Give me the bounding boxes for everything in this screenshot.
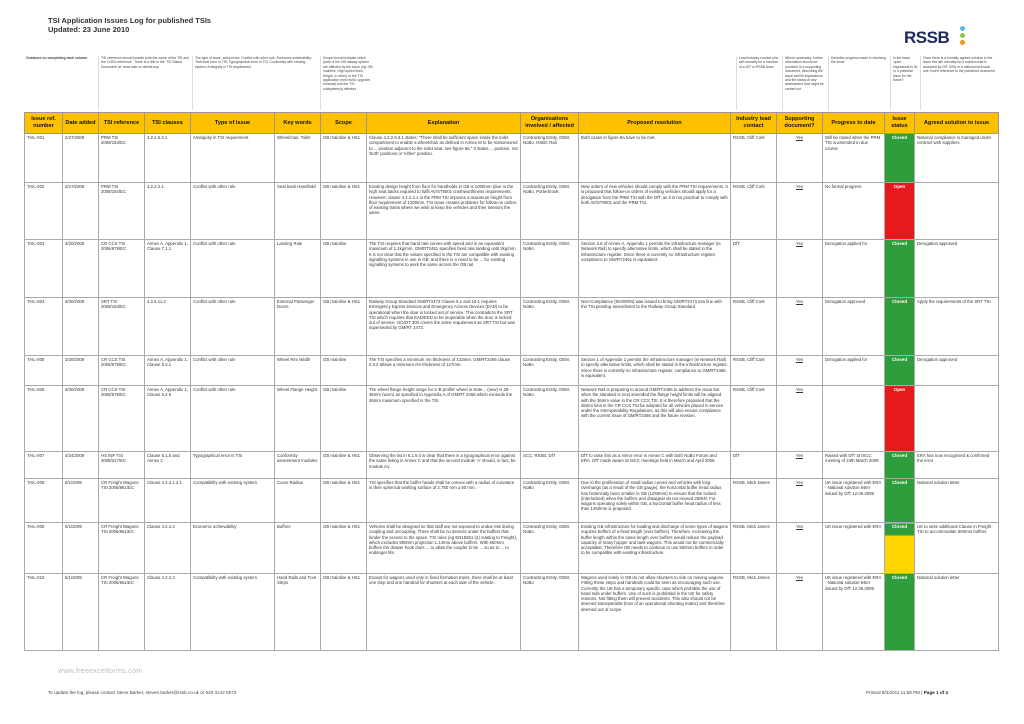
cell-ref[interactable]: TAIL-010	[25, 574, 63, 651]
cell-resolution[interactable]: Due to the proliferation of small radius curves and vehicles with long overhangs (as a result of the GB gauge), the horizontal buffer head radius has historically been smaller in GB (1250mm) to ensure that the locked (interlocked) when the buffers and drawgear do not exceed 250kN. For wagons operating solely within GB, a horizontal buffer head radius of less than 1250mm is proposed.	[579, 479, 731, 523]
cell-lead[interactable]: RSSB, Cliff Cork	[731, 356, 777, 386]
cell-solution[interactable]: Derogation approved	[915, 240, 999, 298]
cell-progress[interactable]: Derogation applied for	[823, 240, 885, 298]
table-row	[25, 452, 999, 479]
column-header[interactable]: TSI reference	[99, 113, 145, 134]
logo-dot	[960, 33, 965, 38]
page-number: Page 1 of 4	[923, 690, 948, 695]
guidance-cell: Describe progress made in resolving the issue	[828, 56, 890, 110]
cell-date[interactable]: 6/1/2009	[63, 523, 99, 574]
cell-progress[interactable]: UK issue registered with ERA - National solution letter issued by DfT 12.05.2009	[823, 574, 885, 651]
supporting-doc-link[interactable]: Yes	[777, 298, 823, 356]
cell-orgs[interactable]: Contracting Entity, OEM, NoBo	[521, 574, 579, 651]
cell-scope[interactable]: GB mainline & HS1	[321, 479, 367, 523]
cell-scope[interactable]: GB mainline & HS1	[321, 298, 367, 356]
cell-explanation[interactable]: Except for wagons used only in fixed formation trains, there shall be at least one step and one handrail for shunters at each side of the vehicle.	[367, 574, 521, 651]
cell-progress[interactable]: Will be raised when the PRM TSI is amended in due course	[823, 134, 885, 183]
cell-progress[interactable]: Derogation applied for	[823, 356, 885, 386]
cell-resolution[interactable]: Section 3.6 of Annex A, Appendix 1 permits the infrastructure manager (ie Network Rail) to specify alternative limits, which shall be stated in the infrastructure register. Since there is currently no infrastructure register, compliance to GM/RT2461 is equivalent.	[579, 240, 731, 298]
updated-date: Updated: 23 June 2010	[48, 25, 130, 34]
cell-clauses[interactable]: 4.2.5.11.2	[145, 298, 191, 356]
cell-solution[interactable]	[915, 183, 999, 240]
logo-text: RSSB	[904, 28, 950, 47]
table-header-row	[25, 113, 999, 134]
cell-orgs[interactable]: Contracting Entity, OEM, NoBo, Porterbrook	[521, 183, 579, 240]
cell-date[interactable]: 6/1/2009	[63, 574, 99, 651]
cell-ref[interactable]: TAIL-005	[25, 356, 63, 386]
cell-orgs[interactable]: Contracting Entity, OEM, NoBo	[521, 298, 579, 356]
cell-explanation[interactable]: TSI specifies that the buffer heads shall be convex with a radius of curvature in their spherical working surface of 2,750 mm ± 50 mm.	[367, 479, 521, 523]
cell-orgs[interactable]: Contracting Entity, OEM, NoBo	[521, 356, 579, 386]
cell-type[interactable]: Typographical error in TSI	[191, 452, 275, 479]
cell-resolution[interactable]: Both cases in figure 8a have to be met.	[579, 134, 731, 183]
cell-orgs[interactable]: Contracting Entity, OEM, NoBo	[521, 479, 579, 523]
cell-resolution[interactable]: Section 1 of Appendix 1 permits the infrastructure manager (ie Network Rail) to specify alternative limits, which shall be stated in the infrastructure register. Since there is currently no infrastructure register, compliance to GM/RT2466 is equivalent.	[579, 356, 731, 386]
guidance-cell: Where necessary, further information should be provided in a supporting document, describing the issue and its implications, and the status of any assessment that might be carried out	[782, 56, 828, 110]
cell-date[interactable]: 6/1/2009	[63, 479, 99, 523]
cell-explanation[interactable]: Observing the list in 6.1.5 it is clear that there is a typographical error against the same listing in Annex C and that the second module 'A' should, in fact, be module A1.	[367, 452, 521, 479]
logo-dot	[960, 26, 965, 31]
cell-keywords[interactable]: Seat back Handhold	[275, 183, 321, 240]
cell-keywords[interactable]: Hand Rails and Foot Steps	[275, 574, 321, 651]
cell-clauses[interactable]: 4.2.2.6.3.1	[145, 134, 191, 183]
cell-clauses[interactable]: Clause 4.2.2.1.2.1	[145, 479, 191, 523]
cell-ref[interactable]: TAIL-003	[25, 240, 63, 298]
column-header[interactable]: Date added	[63, 113, 99, 134]
cell-explanation[interactable]: The TSI specifies a minimum rim thickness of 133mm. GM/RT2466 clause 2.3.2 allows a minimum rim thickness of 127mm.	[367, 356, 521, 386]
cell-solution[interactable]: National solution letter	[915, 479, 999, 523]
watermark: www.freeexcelforms.com	[58, 668, 143, 675]
cell-scope[interactable]: GB mainline & HS1	[321, 452, 367, 479]
column-header[interactable]: Scope	[321, 113, 367, 134]
cell-keywords[interactable]: Buffers	[275, 523, 321, 574]
cell-ref[interactable]: TAIL-008	[25, 479, 63, 523]
cell-clauses[interactable]: Clause 6.1.5 and Annex C	[145, 452, 191, 479]
cell-explanation[interactable]: The TSI requires that hand rate curves with speed and in an equivalent maximum of 1.1kg/mm. GM/RT2461 specifies fixed rate landing until 2kg/mm. It is not clear that the values specified in the TSI are compatible with existing signalling systems in use in GB, and there is a need to be ... for existing signalling systems to work the same across the GB rail.	[367, 240, 521, 298]
column-header[interactable]: Industry lead contact	[731, 113, 777, 134]
cell-type[interactable]: Conflict with other rule	[191, 298, 275, 356]
cell-explanation[interactable]: Clause 4.2.2.6.3.1 states: "There shall be sufficient space inside the toilet compartment to enable a wheelchair as defined in Annex M to be manoeuvred to ... position adjacent to the toilet seat, see figure 8a." It states ... position, not 'both' positions or 'either' position.	[367, 134, 521, 183]
cell-type[interactable]: Ambiguity in TSI requirement	[191, 134, 275, 183]
cell-progress[interactable]: UK issue registered with ERA	[823, 523, 885, 574]
cell-resolution[interactable]: Network Rail is preparing to amend GM/RT2466 to address the issue but when the standard is next amended the flange height limits will be aligned with the 36mm value in the CR CCS TSI. It is therefore proposed that the 36mm limit in the CR CCS TSI be adopted for all vehicles placed in service under the Interoperability Regulations, as this will also ensure compliance with the current issue of GM/RT2466 and the future revision.	[579, 386, 731, 452]
cell-clauses[interactable]: Annex A, Appendix 1, Clause 7.1.1	[145, 240, 191, 298]
guidance-cell: The type of issue, select from: Conflict with other rule; Economic achievability; Technical error in TSI; Typographical error in TSI; Conformity with existing system; Ambiguity in TSI requirement	[192, 56, 320, 110]
supporting-doc-link[interactable]: Yes	[777, 479, 823, 523]
cell-tsi[interactable]: CR CCS TSI 2006/679/EC	[99, 386, 145, 452]
cell-resolution[interactable]: Non-Compliance (9/2009/N) was issued to bring GM/RT2473 into line with the TSI pending amendment to the Railway Group Standard	[579, 298, 731, 356]
cell-type[interactable]: Compatibility with existing system	[191, 574, 275, 651]
supporting-doc-link[interactable]: Yes	[777, 523, 823, 574]
cell-progress[interactable]: Raised with DfT at ISCC meeting of 24th March 2009	[823, 452, 885, 479]
cell-lead[interactable]: RSSB, Cliff Cork	[731, 134, 777, 183]
cell-solution[interactable]: National compliance is managed under contract with suppliers	[915, 134, 999, 183]
printed-date: Printed 8/3/2011 11:58 PM |	[866, 690, 923, 695]
cell-scope[interactable]: GB mainline & HS1	[321, 523, 367, 574]
supporting-doc-link[interactable]: Yes	[777, 240, 823, 298]
cell-lead[interactable]: RSSB, Cliff Cork	[731, 183, 777, 240]
cell-clauses[interactable]: Clause 4.2.2.2	[145, 574, 191, 651]
cell-clauses[interactable]: Annex A, Appendix 1, Clause 5.2.1	[145, 356, 191, 386]
table-row	[25, 574, 999, 651]
column-header[interactable]: Supporting document?	[777, 113, 823, 134]
cell-lead[interactable]: RSSB, Mick James	[731, 479, 777, 523]
logo-dot	[960, 40, 965, 45]
footer-print-info	[866, 690, 948, 695]
status-cell[interactable]: Closed	[885, 523, 915, 574]
cell-keywords[interactable]: Curve Radius	[275, 479, 321, 523]
guidance-cell: Lead industry contact who will normally be a member of a DfT or RSSB team	[736, 56, 782, 110]
cell-date[interactable]: 3/20/2009	[63, 356, 99, 386]
cell-progress[interactable]: No formal progress	[823, 183, 885, 240]
cell-resolution[interactable]: Existing GB infrastructure for loading and discharge of some types of wagons requires buffers of a fixed length (over buffers). Therefore, increasing the buffer length within the same length over buffers would reduce the payload capacity of many hopper and tank wagons. This would not be commercially acceptable. Therefore GB needs to continue to use 500mm buffers in order to be compatible with existing infrastructure.	[579, 523, 731, 574]
column-header[interactable]: Progress to date	[823, 113, 885, 134]
cell-resolution[interactable]: Wagons used solely in GB do not allow shunters to ride on moving wagons. Fitting these steps and handrails could be seen as encouraging such use. Currently the UK has a temporary specific case which prohibits the use of hand rails under buffers. Use of such is prohibited in the UK for safety reasons. Not fitting them will prevent accidents. This also should not be deemed interoperable (loss of an operational shunting matrix) and therefore deemed out of scope.	[579, 574, 731, 651]
cell-progress[interactable]	[823, 386, 885, 452]
logo-dots-icon	[960, 26, 965, 47]
table-row	[25, 240, 999, 298]
cell-progress[interactable]: UK issue registered with ERA - National solution letter issued by DfT 12.05.2009	[823, 479, 885, 523]
cell-solution[interactable]: UK to write additional Clause in Freight TSI to accommodate 500mm buffers	[915, 523, 999, 574]
guidance-row	[24, 56, 998, 110]
supporting-doc-link[interactable]: Yes	[777, 183, 823, 240]
status-cell[interactable]: Closed	[885, 356, 915, 386]
status-cell[interactable]: Closed	[885, 298, 915, 356]
cell-lead[interactable]: RSSB, Cliff Cork	[731, 386, 777, 452]
cell-scope[interactable]: GB mainline	[321, 386, 367, 452]
supporting-doc-link[interactable]: Yes	[777, 134, 823, 183]
cell-date[interactable]: 4/24/2009	[63, 452, 99, 479]
cell-scope[interactable]: GB mainline	[321, 240, 367, 298]
column-header[interactable]: Organisations involved / affected	[521, 113, 579, 134]
cell-orgs[interactable]: Contracting Entity, OEM, NoBo	[521, 386, 579, 452]
cell-ref[interactable]: TAIL-009	[25, 523, 63, 574]
cell-keywords[interactable]: Conformity assessment modules	[275, 452, 321, 479]
status-cell[interactable]: Closed	[885, 574, 915, 651]
cell-tsi[interactable]: CR Freight Wagons TSI 2006/861/EC	[99, 523, 145, 574]
cell-resolution[interactable]: New orders of new vehicles should comply with the PRM TSI requirements. It is proposed that follow-on orders of existing vehicles should apply for a derogation from the PRM TSI with the DfT, as it is not practical to comply with both AV/ST9001 and the PRM TSI.	[579, 183, 731, 240]
cell-solution[interactable]	[915, 386, 999, 452]
cell-date[interactable]: 3/30/2009	[63, 386, 99, 452]
column-header[interactable]: Issue status	[885, 113, 915, 134]
cell-ref[interactable]: TAIL-001	[25, 134, 63, 183]
cell-scope[interactable]: GB mainline & HS1	[321, 183, 367, 240]
table-row	[25, 134, 999, 183]
cell-explanation[interactable]: The wheel flange height range for a 'B profile' wheel in Note... (new) is 28-36mm (worn) as specified in Appendix A of GM/RT 2466 which exceeds the 36mm maximum specified in the TSI.	[367, 386, 521, 452]
cell-keywords[interactable]: Wheelchair, Toilet	[275, 134, 321, 183]
cell-type[interactable]: Economic achievability	[191, 523, 275, 574]
table-row	[25, 523, 999, 574]
status-cell[interactable]: Closed	[885, 134, 915, 183]
cell-type[interactable]: Conflict with other rule	[191, 356, 275, 386]
cell-scope[interactable]: GB mainline	[321, 356, 367, 386]
guidance-cell: Once there is a formally agreed solution to the issue this will normally be a solution that is accepted by DfT, ERA or a national technical rule; insert reference to the published document	[920, 56, 998, 110]
cell-tsi[interactable]: PRM TSI 2008/164/EC	[99, 134, 145, 183]
cell-orgs[interactable]: Contracting Entity, OEM, NoBo, HSBC Rail	[521, 134, 579, 183]
cell-scope[interactable]: GB mainline & HS1	[321, 574, 367, 651]
column-header[interactable]: TSI clauses	[145, 113, 191, 134]
cell-orgs[interactable]: SCC, RSSB, DfT	[521, 452, 579, 479]
cell-clauses[interactable]: 4.2.2.2.1	[145, 183, 191, 240]
table-row	[25, 356, 999, 386]
cell-tsi[interactable]: PRM TSI 2008/164/EC	[99, 183, 145, 240]
footer-contact: To update the log, please contact Steve Barker, steven.barker@rssb.co.uk or 020 3142 5573	[48, 690, 237, 695]
cell-scope[interactable]: GB mainline & HS1	[321, 134, 367, 183]
cell-ref[interactable]: TAIL-004	[25, 298, 63, 356]
cell-clauses[interactable]: Clause 4.2.2.2	[145, 523, 191, 574]
guidance-cell: Scope should indicate which parts of the GB railway system are affected by the issue (eg: GB mainline, High speed lines, freight, or other) or the TSI application (new build, upgrade, renewal) and the TSI subsystem(s) affected	[320, 56, 376, 110]
cell-orgs[interactable]: Contracting Entity, OEM, NoBo	[521, 240, 579, 298]
cell-ref[interactable]: TAIL-007	[25, 452, 63, 479]
cell-progress[interactable]: Derogation approved	[823, 298, 885, 356]
table-row	[25, 298, 999, 356]
rssb-logo	[904, 22, 974, 56]
cell-type[interactable]: Conflict with other rule	[191, 240, 275, 298]
cell-ref[interactable]: TAIL-002	[25, 183, 63, 240]
cell-solution[interactable]: Apply the requirements of the SRT TSI	[915, 298, 999, 356]
column-header[interactable]: Issue ref. number	[25, 113, 63, 134]
column-header[interactable]: Type of issue	[191, 113, 275, 134]
cell-tsi[interactable]: CR CCS TSI 2006/679/EC	[99, 356, 145, 386]
cell-tsi[interactable]: SRT TSI 2008/163/EC	[99, 298, 145, 356]
cell-keywords[interactable]: External Passenger Doors	[275, 298, 321, 356]
cell-resolution[interactable]: DfT to raise this as a minor error in Annex C with both NoBo Forum and ERA. DfT made aware at ISCC meetings held in March and April 2009.	[579, 452, 731, 479]
cell-lead[interactable]: DfT	[731, 452, 777, 479]
cell-keywords[interactable]: Wheel Rim Width	[275, 356, 321, 386]
cell-clauses[interactable]: Annex A, Appendix 1, Clause 5.2.5	[145, 386, 191, 452]
cell-explanation[interactable]: Existing design height from floor for handholds in GB is 1000mm (due to the high seat backs required to fulfil AV/ST9001 crashworthiness requirements. However, clause 4.2.2.2.1 in the PRM TSI imposes a maximum height from floor requirement of 1200mm. TSI issue creates problems for follow-on orders of existing trains where we wish to keep the vehicles and their interiors the same.	[367, 183, 521, 240]
guidance-cell: Guidance on completing each column	[26, 56, 88, 60]
cell-type[interactable]: Conflict with other rule	[191, 183, 275, 240]
cell-explanation[interactable]: Railway Group Standard GM/RT2473 Clause 5.1 and 10.1 requires Emergency Egress Devices and Emergency Access Devices (EAD) to be operational when the door is locked out of service. This contradicts the SRT TSI which requires that EAD/EED to be inoperable when the door is locked out of service. GO/OT 300 covers the same requirement as SRT TSI but was superseded by GM/RT 2473.	[367, 298, 521, 356]
status-cell[interactable]: Closed	[885, 240, 915, 298]
supporting-doc-link[interactable]: Yes	[777, 356, 823, 386]
cell-tsi[interactable]: HS INF TSI 2008/217/EC	[99, 452, 145, 479]
cell-ref[interactable]: TAIL-006	[25, 386, 63, 452]
guidance-cell: TSI reference should include both the name of the TSI and the 'OJEU reference'. There is a link to the 'TSI Status Document' at: www.rssb.co.uk/tsis.asp	[98, 56, 192, 110]
column-header[interactable]: Proposed resolution	[579, 113, 731, 134]
column-header[interactable]: Key words	[275, 113, 321, 134]
cell-lead[interactable]: RSSB, Cliff Cork	[731, 298, 777, 356]
status-cell[interactable]: Open	[885, 183, 915, 240]
table-body	[25, 134, 999, 651]
guidance-cell: Is the issue 'open' - impractical to fix or a potential issue for the future?	[890, 56, 920, 110]
cell-lead[interactable]: RSSB, Mick James	[731, 523, 777, 574]
log-title: TSI Application Issues Log for published TSIs	[48, 16, 212, 25]
cell-type[interactable]: Compatibility with existing system	[191, 479, 275, 523]
table-row	[25, 386, 999, 452]
cell-type[interactable]: Conflict with other rule	[191, 386, 275, 452]
status-cell[interactable]: Closed	[885, 452, 915, 479]
table-row	[25, 479, 999, 523]
cell-keywords[interactable]: Wheel Flange Height	[275, 386, 321, 452]
cell-date[interactable]: 3/20/2009	[63, 240, 99, 298]
cell-keywords[interactable]: Landing Rule	[275, 240, 321, 298]
cell-solution[interactable]: ERA has now recognised & confirmed the error	[915, 452, 999, 479]
supporting-doc-link[interactable]: Yes	[777, 452, 823, 479]
cell-date[interactable]: 3/30/2009	[63, 298, 99, 356]
issues-log-table	[24, 112, 999, 651]
cell-orgs[interactable]: Contracting Entity, OEM, NoBo	[521, 523, 579, 574]
cell-solution[interactable]: National solution letter	[915, 574, 999, 651]
table-row	[25, 183, 999, 240]
cell-date[interactable]: 2/27/2009	[63, 183, 99, 240]
status-cell[interactable]: Closed	[885, 479, 915, 523]
cell-tsi[interactable]: CR Freight Wagons TSI 2006/861/EC	[99, 479, 145, 523]
column-header[interactable]: Explanation	[367, 113, 521, 134]
status-cell[interactable]: Open	[885, 386, 915, 452]
cell-tsi[interactable]: CR CCS TSI 2006/679/EC	[99, 240, 145, 298]
column-header[interactable]: Agreed solution to issue	[915, 113, 999, 134]
cell-date[interactable]: 2/27/2009	[63, 134, 99, 183]
supporting-doc-link[interactable]: Yes	[777, 574, 823, 651]
supporting-doc-link[interactable]: Yes	[777, 386, 823, 452]
cell-explanation[interactable]: Vehicles shall be designed so that staff are not exposed to undue risk during coupling and uncoupling. There shall be no devices under the buffers that hinder the access to the space. TSI rules (eg EN15551 (4) relating to Freight), which excludes 500mm projection 1.14mm above buffers. With 500mm buffers the drawer hook does ... to allow the coupler to be ... so as to ... to endanger life.	[367, 523, 521, 574]
cell-solution[interactable]: Derogation approved	[915, 356, 999, 386]
cell-lead[interactable]: RSSB, Mick James	[731, 574, 777, 651]
cell-tsi[interactable]: CR Freight Wagons TSI 2006/861/EC	[99, 574, 145, 651]
cell-lead[interactable]: DfT	[731, 240, 777, 298]
page-title	[48, 16, 211, 34]
